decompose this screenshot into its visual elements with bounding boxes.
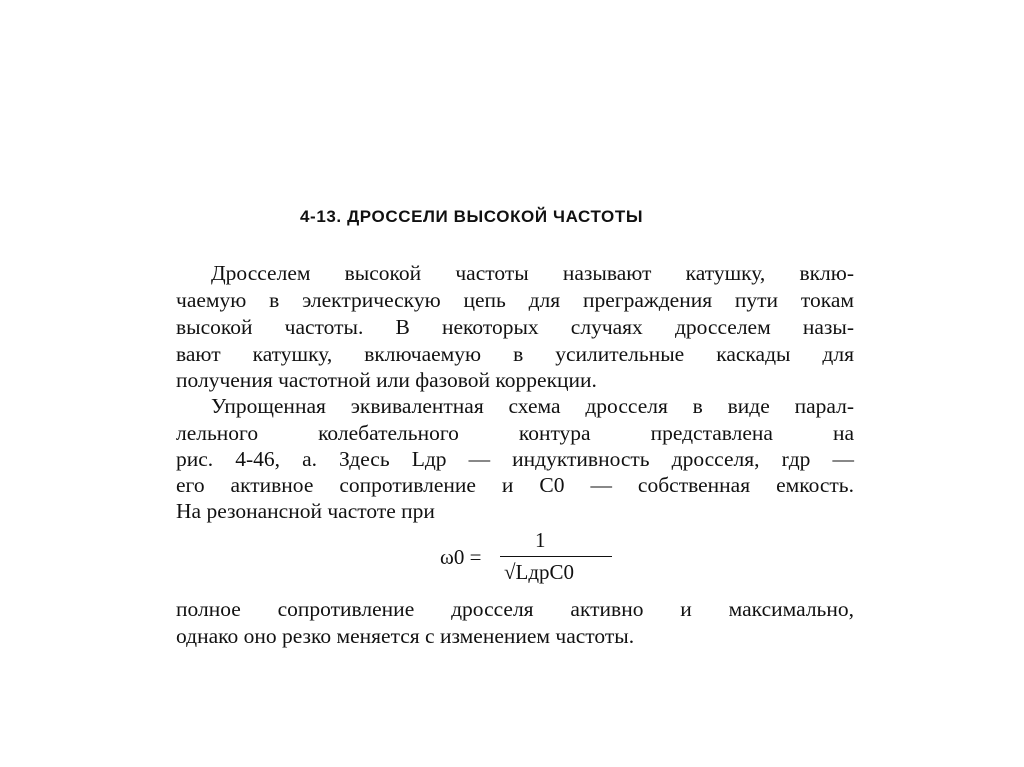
formula-denominator: √LдрC0	[504, 560, 575, 584]
resonance-formula	[440, 528, 600, 588]
paragraph-line: чаемую в электрическую цепь для преграждения пути токам	[176, 288, 854, 312]
formula-numerator: 1	[535, 528, 546, 552]
paragraph-line: высокой частоты. В некоторых случаях дросселем назы-	[176, 315, 854, 339]
section-heading: 4-13. ДРОССЕЛИ ВЫСОКОЙ ЧАСТОТЫ	[300, 207, 644, 226]
paragraph-line: однако оно резко меняется с изменением частоты.	[176, 624, 635, 648]
paragraph-line: лельного колебательного контура представлена на	[176, 421, 854, 445]
paragraph-line: Упрощенная эквивалентная схема дросселя в виде парал-	[211, 394, 854, 418]
paragraph-line: вают катушку, включаемую в усилительные каскады для	[176, 342, 854, 366]
cropped-line-fragment	[210, 646, 590, 654]
paragraph-line: На резонансной частоте при	[176, 499, 435, 523]
formula-lhs: ω0 =	[440, 545, 482, 569]
paragraph-line: рис. 4-46, а. Здесь Lдр — индуктивность дросселя, rдр —	[176, 447, 854, 471]
fraction-bar	[500, 556, 612, 557]
paragraph-line: полное сопротивление дросселя активно и максимально,	[176, 597, 854, 621]
paragraph-line: его активное сопротивление и C0 — собственная емкость.	[176, 473, 854, 497]
paragraph-line: получения частотной или фазовой коррекции.	[176, 368, 597, 392]
paragraph-line: Дросселем высокой частоты называют катушку, вклю-	[211, 261, 854, 285]
